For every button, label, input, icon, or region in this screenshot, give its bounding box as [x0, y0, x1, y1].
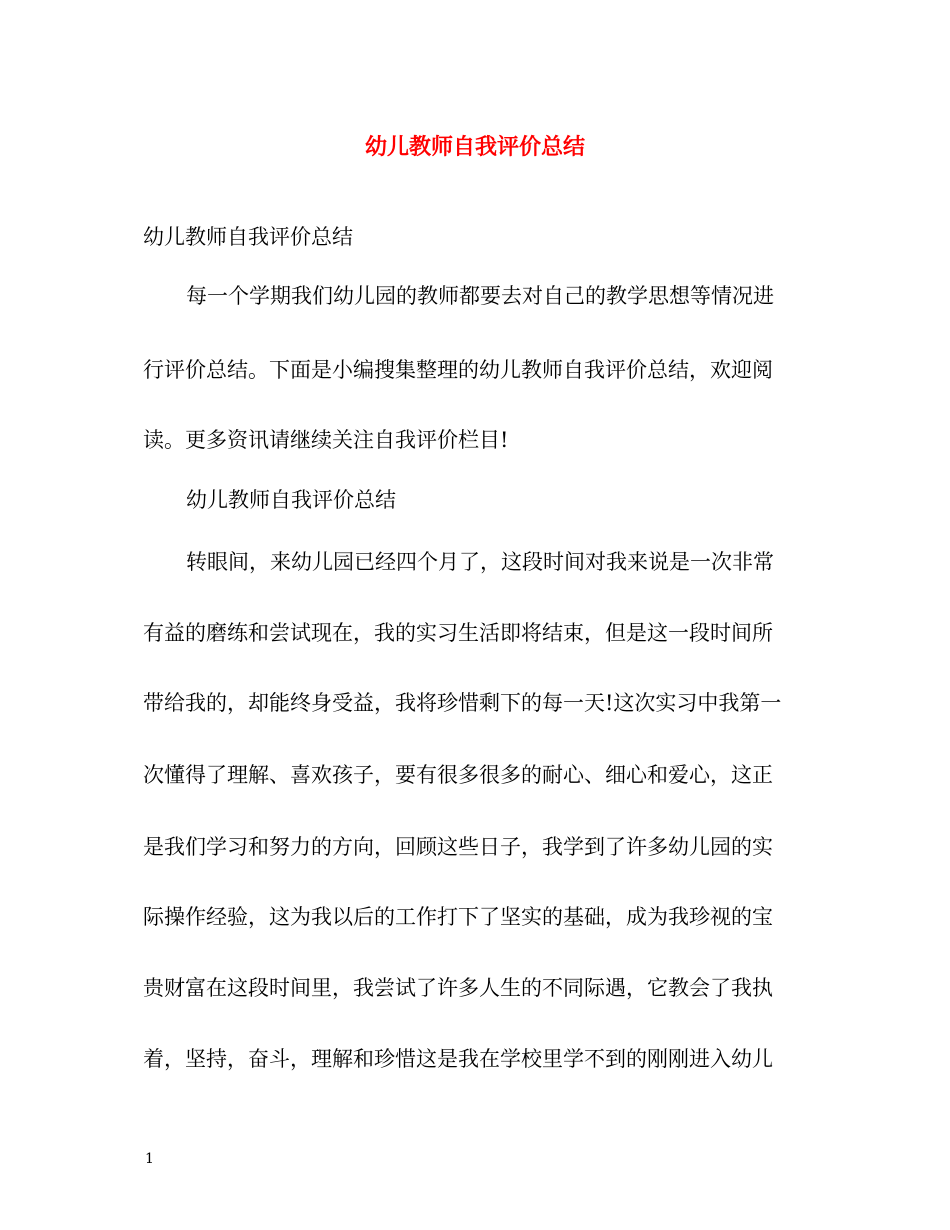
paragraph-line: 行评价总结。下面是小编搜集整理的幼儿教师自我评价总结，欢迎阅 — [143, 358, 773, 382]
paragraph-line: 读。更多资讯请继续关注自我评价栏目! — [143, 428, 509, 452]
document-title: 幼儿教师自我评价总结 — [364, 134, 585, 160]
paragraph-line: 每一个学期我们幼儿园的教师都要去对自己的教学思想等情况进 — [186, 284, 774, 308]
paragraph-line: 带给我的，却能终身受益，我将珍惜剩下的每一天!这次实习中我第一 — [143, 691, 782, 715]
paragraph-line: 有益的磨练和尝试现在，我的实习生活即将结束，但是这一段时间所 — [143, 621, 773, 645]
paragraph-line: 转眼间，来幼儿园已经四个月了，这段时间对我来说是一次非常 — [186, 550, 774, 574]
paragraph-line: 际操作经验，这为我以后的工作打下了坚实的基础，成为我珍视的宝 — [143, 905, 773, 929]
paragraph-line: 贵财富在这段时间里，我尝试了许多人生的不同际遇，它教会了我执 — [143, 976, 773, 1000]
page-number: 1 — [145, 1151, 154, 1167]
section-heading: 幼儿教师自我评价总结 — [186, 488, 396, 512]
paragraph-line: 着，坚持，奋斗，理解和珍惜这是我在学校里学不到的刚刚进入幼儿 — [143, 1047, 773, 1071]
paragraph-line: 次懂得了理解、喜欢孩子，要有很多很多的耐心、细心和爱心，这正 — [143, 763, 773, 787]
paragraph-line: 是我们学习和努力的方向，回顾这些日子，我学到了许多幼儿园的实 — [143, 835, 773, 859]
subtitle-line: 幼儿教师自我评价总结 — [143, 225, 353, 249]
